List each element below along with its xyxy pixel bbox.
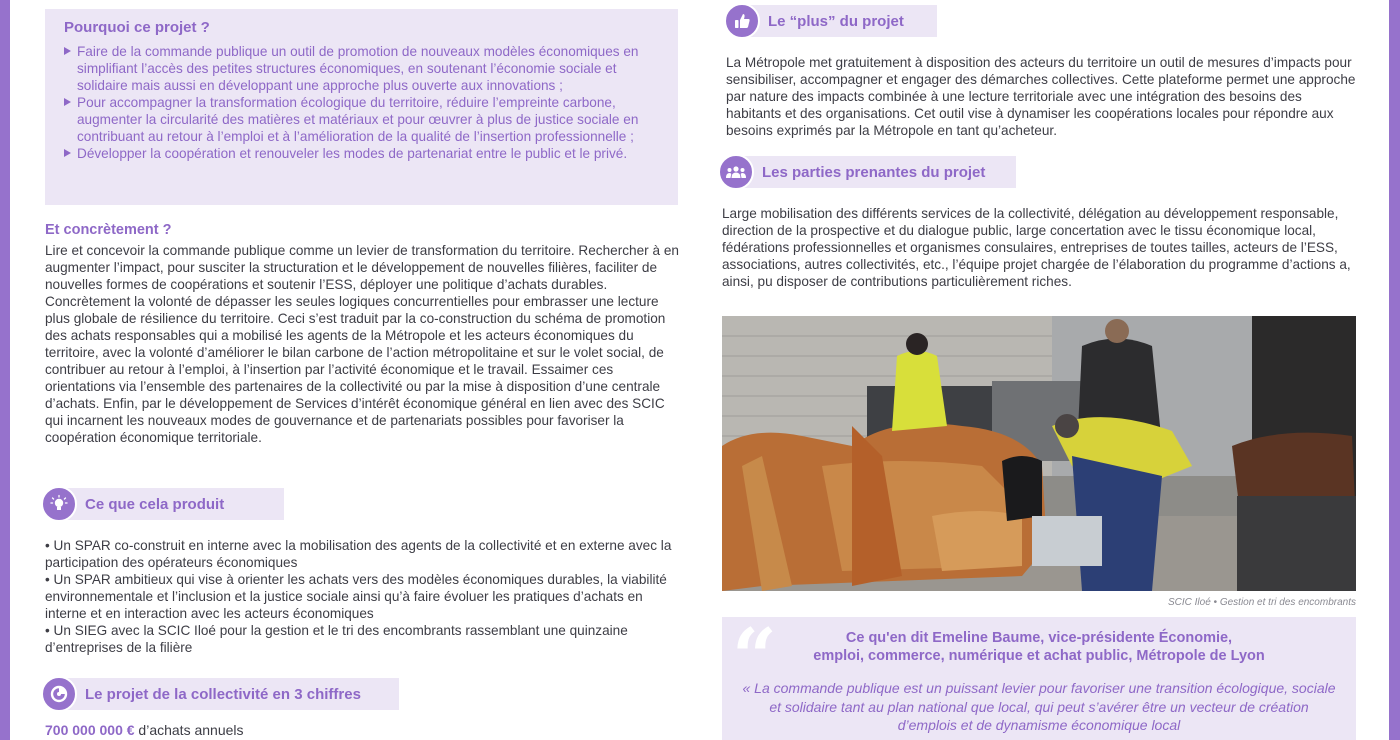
- left-accent-bar: [0, 0, 10, 740]
- produces-title: Ce que cela produit: [85, 495, 225, 513]
- plus-header: [724, 3, 904, 39]
- figure-number: 700 000 000 €: [45, 722, 135, 738]
- quote-box: [722, 612, 1356, 740]
- produces-item: • Un SIEG avec la SCIC Iloé pour la gestion et le tri des encombrants rassemblant une quinzaine d’entreprises de la filière: [45, 623, 628, 655]
- quote-mark-icon: “: [732, 612, 777, 703]
- right-accent-bar: [1389, 0, 1400, 740]
- lightbulb-icon: [41, 486, 77, 522]
- produces-item: • Un SPAR ambitieux qui vise à orienter les achats vers des modèles économiques durables, la viabilité environnementale et l’inclusion et la justice sociale ainsi qu’à faire évoluer les pratiques d’achats en interne et en interaction avec les acteurs économiques: [45, 572, 667, 621]
- photo-caption: SCIC Iloé • Gestion et tri des encombrants: [1167, 597, 1356, 608]
- warehouse-photo: [722, 316, 1356, 591]
- figure-item: [45, 722, 244, 738]
- why-item: Développer la coopération et renouveler les modes de partenariat entre le public et le privé.: [64, 145, 658, 162]
- stakeholders-title: Les parties prenantes du projet: [762, 163, 986, 181]
- produces-list: [45, 537, 680, 656]
- produces-item: • Un SPAR co-construit en interne avec la mobilisation des agents de la collectivité et en externe avec la participation des opérateurs économiques: [45, 538, 672, 570]
- thumbs-up-icon: [724, 3, 760, 39]
- figures-title: Le projet de la collectivité en 3 chiffres: [85, 685, 361, 703]
- why-project-title: Pourquoi ce projet ?: [64, 19, 210, 36]
- why-project-box: [45, 9, 678, 205]
- triangle-bullet-icon: [64, 149, 71, 157]
- concrete-section: [45, 222, 680, 446]
- figures-header: [41, 676, 361, 712]
- figure-label: d’achats annuels: [134, 722, 244, 738]
- why-item: Pour accompagner la transformation écologique du territoire, réduire l’empreinte carbone, augmenter la circularité des matières et matériaux et pour œuvrer à plus de justice sociale en contribuant au retour à l’emploi et à l’amélioration de la qualité de l’insertion professionnelle ;: [64, 94, 658, 145]
- plus-text: La Métropole met gratuitement à disposition des acteurs du territoire un outil de mesures d’impacts pour sensibiliser, accompagner et engager des démarches collectives. Cette plateforme permet une approche par nature des impacts combinée à une lecture territoriale avec une intégration des besoins des habitants et des organisations. Cet outil vise à dynamiser les coopérations locales pour répondre aux besoins exprimés par la Métropole en tant qu’acheteur.: [726, 55, 1356, 138]
- why-project-list: [64, 43, 658, 162]
- stakeholders-header: [718, 154, 985, 190]
- quote-text: « La commande publique est un puissant levier pour favoriser une transition écologique, sociale et solidaire tant au plan national que local, qui peut s’avérer être un vecteur de création d’emplois et de dynamisme économique local: [742, 680, 1336, 733]
- concrete-text: Lire et concevoir la commande publique comme un levier de transformation du territoire. Rechercher à en augmenter l’impact, pour susciter la structuration et le développement de nouvelles filières, faciliter de nouvelles formes de coopérations et soutenir l’ESS, déployer une politique d’achats durables. Concrètement la volonté de dépasser les seules logiques concurrentielles pour embrasser une lecture plus globale de résilience du territoire. Ceci s’est traduit par la co-construction du schéma de promotion des achats responsables qui a mobilisé les agents de la Métropole et les acteurs économiques du territoire, avec la volonté d’améliorer le bilan carbone de l’action métropolitaine et sur le volet social, de contribuer au retour à l’emploi, à l’insertion par l’activité économique et le travail. Essaimer ces orientations via l’ensemble des partenaires de la collectivité ou par la mise à disposition d’une centrale d’achats. Enfin, par le développement de Services d’intérêt économique général en lien avec des SCIC qui incarnent les nouveaux modes de gouvernance et de partenariats possibles pour favoriser la coopération économique territoriale.: [45, 243, 679, 445]
- produces-header: [41, 486, 224, 522]
- triangle-bullet-icon: [64, 47, 71, 55]
- quote-title: Ce qu'en dit Emeline Baume, vice-présidente Économie, emploi, commerce, numérique et achat public, Métropole de Lyon: [813, 630, 1265, 664]
- triangle-bullet-icon: [64, 98, 71, 106]
- plus-title: Le “plus” du projet: [768, 12, 904, 30]
- concrete-title: Et concrètement ?: [45, 222, 172, 238]
- why-item: Faire de la commande publique un outil de promotion de nouveaux modèles économiques en simplifiant l’accès des petites structures économiques, en soutenant l’économie sociale et solidaire mais aussi en développant une approche plus ouverte aux innovations ;: [64, 43, 658, 94]
- people-group-icon: [718, 154, 754, 190]
- stakeholders-text: Large mobilisation des différents services de la collectivité, délégation au développement responsable, direction de la prospective et du dialogue public, large concertation avec le tissu économique local, fédérations professionnelles et organismes consulaires, entreprises de toutes tailles, acteurs de l’ESS, associations, autres collectivités, etc., l’équipe projet chargée de l’élaboration du programme d’actions a, ainsi, pu disposer de contributions particulièrement riches.: [722, 206, 1351, 289]
- pie-chart-icon: [41, 676, 77, 712]
